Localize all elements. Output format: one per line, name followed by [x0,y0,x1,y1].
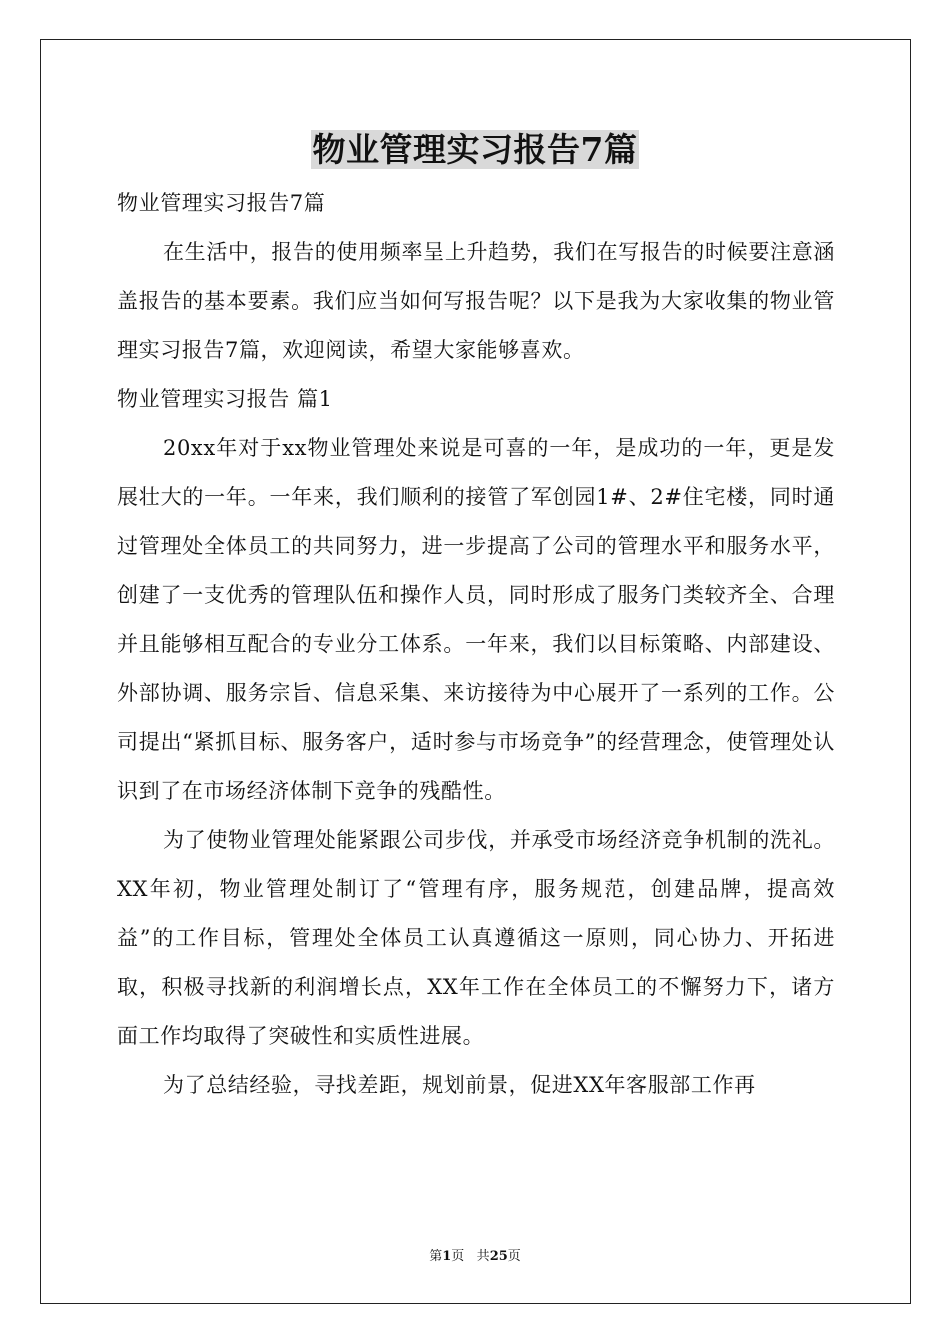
page-prefix: 第 [429,1249,443,1264]
body-paragraph: 20xx年对于xx物业管理处来说是可喜的一年，是成功的一年，更是发展壮大的一年。一年来，我们顺利的接管了军创园1#、2#住宅楼，同时通过管理处全体员工的共同努力，进一步提高了公司的管理水平和服务水平，创建了一支优秀的管理队伍和操作人员，同时形成了服务门类较齐全、合理并且能够相互配合的专业分工体系。一年来，我们以目标策略、内部建设、外部协调、服务宗旨、信息采集、来访接待为中心展开了一系列的工作。公司提出“紧抓目标、服务客户，适时参与市场竞争”的经营理念，使管理处认识到了在市场经济体制下竞争的残酷性。 [117,436,835,803]
page-number: 1 [442,1249,452,1264]
document-title [0,128,950,172]
document-title-text: 物业管理实习报告7篇 [312,130,638,169]
body-paragraph: 为了总结经验，寻找差距，规划前景，促进XX年客服部工作再 [163,1073,756,1097]
section-heading: 物业管理实习报告 篇1 [117,387,333,411]
total-pages: 25 [489,1249,508,1264]
page-suffix: 页 [451,1249,465,1264]
document-body [117,179,835,1110]
total-prefix: 共 [476,1249,490,1264]
total-suffix: 页 [507,1249,521,1264]
page-footer [0,1249,950,1265]
body-paragraph: 为了使物业管理处能紧跟公司步伐，并承受市场经济竞争机制的洗礼。XX年初，物业管理处制订了“管理有序，服务规范，创建品牌，提高效益”的工作目标，管理处全体员工认真遵循这一原则，同心协力、开拓进取，积极寻找新的利润增长点，XX年工作在全体员工的不懈努力下，诸方面工作均取得了突破性和实质性进展。 [117,828,835,1048]
subtitle-line: 物业管理实习报告7篇 [117,191,326,215]
intro-paragraph: 在生活中，报告的使用频率呈上升趋势，我们在写报告的时候要注意涵盖报告的基本要素。我们应当如何写报告呢？以下是我为大家收集的物业管理实习报告7篇，欢迎阅读，希望大家能够喜欢。 [117,240,835,362]
